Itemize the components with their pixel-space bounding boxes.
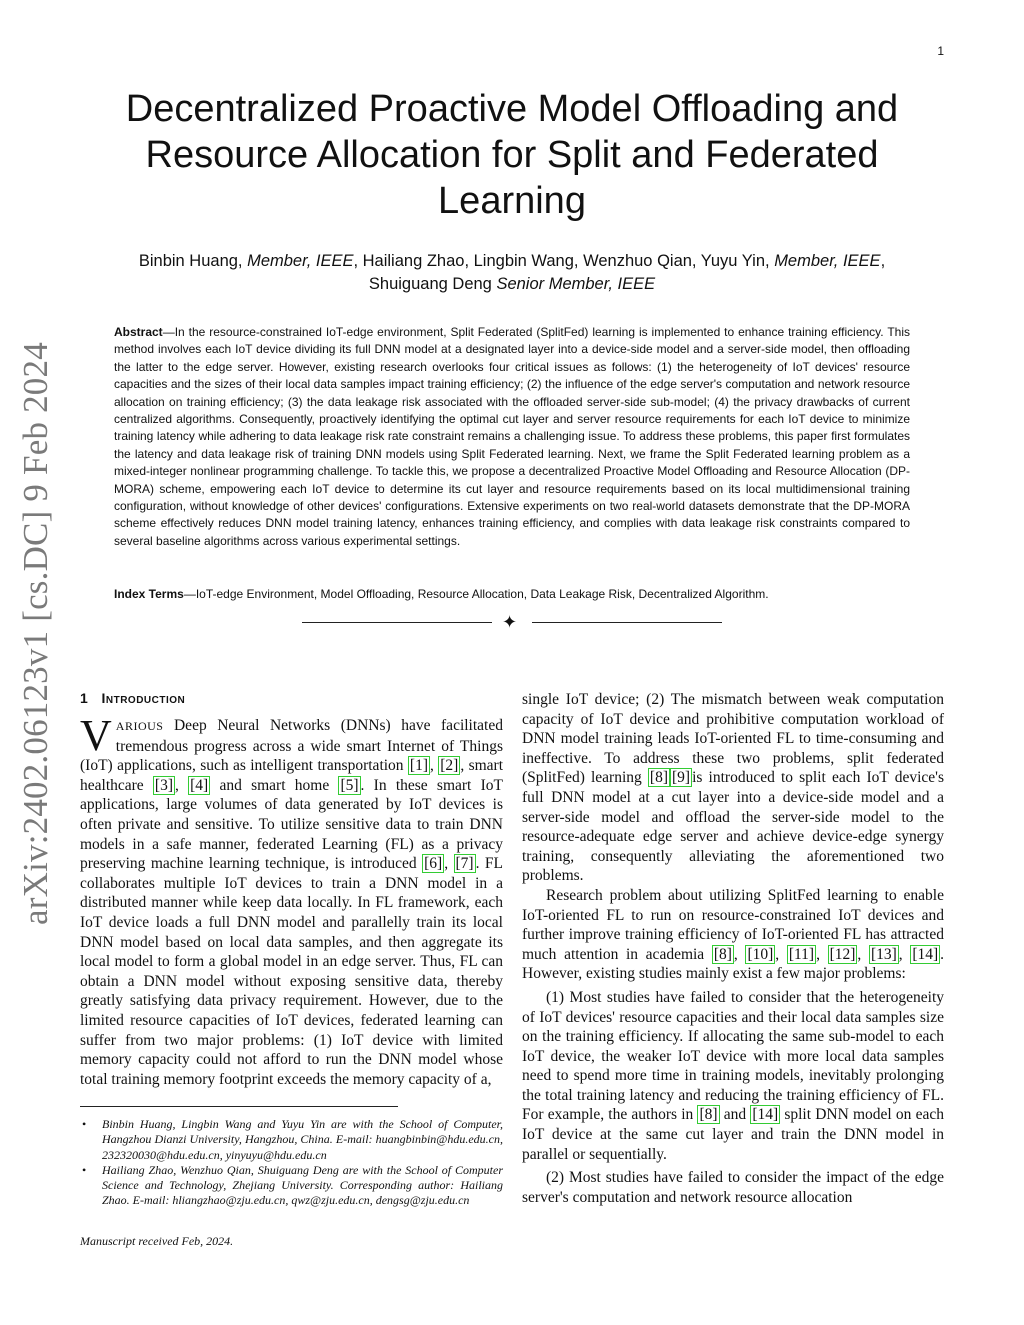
page-number: 1: [937, 44, 944, 58]
bullet-icon: •: [82, 1162, 87, 1177]
author-text: ,: [880, 252, 886, 270]
paragraph-text: and smart home: [210, 776, 339, 794]
paragraph-text: Research problem about utilizing SplitFed learning to enable IoT-oriented FL to run on resource-constrained IoT devices and further improve training efficiency of IoT-oriented FL has attracted much attention in academia: [522, 886, 944, 963]
paragraph-text: (2) Most studies have failed to consider the impact of the edge server's computation and network resource allocation: [522, 1169, 944, 1206]
intro-paragraph-1-continued: [522, 690, 944, 886]
intro-paragraph-2: [522, 886, 944, 984]
citation-link[interactable]: [8]: [713, 945, 732, 963]
paragraph-text: ,: [733, 945, 746, 963]
citation-link[interactable]: [2]: [440, 757, 459, 775]
citation-link[interactable]: [4]: [190, 776, 209, 794]
abstract-text: —In the resource-constrained IoT-edge environment, Split Federated (SplitFed) learning is implemented to enhance training efficiency. This method involves each IoT device dividing its full DNN model at a designated layer into a device-side model and a server-side model, then offloading the latter to the edge server. However, existing research overlooks four critical issues as follows: (1) the heterogeneity of IoT devices' resource capacities and the sizes of their local data samples impact training efficiency; (2) the influence of the edge server's computation and network resource allocation on training efficiency; (3) the data leakage risk associated with the offloaded server-side sub-model; (4) the privacy drawbacks of current centralized algorithms. Consequently, proactively identifying the optimal cut layer and server resource requirements for each IoT device to minimize training latency while adhering to data leakage risk rate constraint remains a challenging issue. To address these problems, this paper first formulates the latency and data leakage risk of training DNN models using Split Federated learning. Next, we frame the Split Federated learning problem as a mixed-integer nonlinear programming challenge. To tackle this, we propose a decentralized Proactive Model Offloading and Resource Allocation (DP-MORA) scheme, empowering each IoT device to determine its cut layer and resource requirements based on its local multidimensional training configuration, without knowledge of other devices' configurations. Extensive experiments on two real-world datasets demonstrate that the DP-MORA scheme effectively reduces DNN model training latency, enhances training efficiency, and complies with data leakage risk constraints compared to several baseline algorithms across various experimental settings.: [114, 325, 910, 548]
footnote-item: [80, 1117, 503, 1163]
citation-link[interactable]: [12]: [829, 945, 856, 963]
paragraph-text: single IoT device; (2) The mismatch between weak computation capacity of IoT device and prohibitive computation workload of DNN model training leads IoT-oriented FL to time-consuming and ineffective. To address these two problems, split federated (SplitFed) learning: [522, 691, 944, 787]
author-list: [80, 250, 944, 296]
paragraph-text: (1) Most studies have failed to consider that the heterogeneity of IoT devices' resource capacities and their local data samples size on the training efficiency. If allocating the same sub-model to each IoT device, the weaker IoT device with more local data samples need to spend more time in training models, inevitably prolonging the total training latency and reducing the training efficiency of FL. For example, the authors in: [522, 988, 944, 1124]
paragraph-text: . In these smart IoT applications, large volumes of data generated by IoT devices is often private and sensitive. To utilize sensitive data to train DNN models in a safe manner, federated Learning (FL) as a privacy preserving machine learning technique, is introduced: [80, 776, 503, 873]
paragraph-text: . FL collaborates multiple IoT devices to train a DNN model in a distributed manner while keep data locally. In FL framework, each IoT device loads a full DNN model and parallelly train its local DNN model based on local data samples, and then aggregate its local model to form a global model in an edge server. Thus, FL can obtain a DNN model without exposing sensitive data, thereby greatly satisfying data privacy requirement. However, due to the limited resource capacities of IoT devices, federated learning can suffer from two major problems: (1) IoT device with limited memory capacity could not afford to run the DNN model whose total training memory footprint exceeds the memory capacity of a: [80, 855, 503, 1088]
footnote-rule: [80, 1106, 398, 1107]
citation-link[interactable]: [10]: [747, 945, 774, 963]
smallcaps-text: ARIOUS: [115, 719, 164, 733]
paragraph-text: , smart healthcare: [80, 757, 504, 794]
paragraph-text: ,: [816, 945, 828, 963]
footnote-text: Binbin Huang, Lingbin Wang and Yuyu Yin are with the School of Computer, Hangzhou Dianzi University, Hangzhou, China. E-mail: huangbinbin@hdu.edu.cn, 232320030@hdu.edu.cn, yinyuyu@hdu.edu.cn: [102, 1117, 503, 1162]
right-column: [522, 690, 944, 1207]
paragraph-text: split DNN model on each IoT device at the same cut layer and train the DNN model in parallel or sequentially.: [522, 1106, 944, 1163]
title-line: Learning: [438, 180, 586, 222]
bullet-icon: •: [82, 1117, 87, 1131]
index-terms-text: —IoT-edge Environment, Model Offloading, Resource Allocation, Data Leakage Risk, Decentralized Algorithm.: [183, 587, 769, 601]
title-line: Decentralized Proactive Model Offloading and: [125, 88, 899, 130]
paragraph-text: and: [719, 1106, 751, 1124]
left-column: [80, 688, 503, 1089]
author-affiliation: Senior Member, IEEE: [496, 275, 656, 293]
citation-link[interactable]: [8]: [699, 1106, 718, 1124]
paper-title: [80, 86, 944, 224]
intro-paragraph-3: [522, 988, 944, 1164]
author-affiliation: Member, IEEE: [247, 252, 354, 270]
citation-link[interactable]: [3]: [154, 776, 173, 794]
author-text: Binbin Huang,: [138, 252, 248, 270]
author-affiliation: Member, IEEE: [774, 252, 881, 270]
citation-link[interactable]: [1]: [409, 757, 428, 775]
section-heading-introduction: [80, 688, 503, 708]
author-text: , Hailiang Zhao, Lingbin Wang, Wenzhuo Qian, Yuyu Yin,: [353, 252, 775, 270]
citation-link[interactable]: [5]: [340, 776, 359, 794]
paragraph-text: is introduced to split each IoT device's full DNN model at a cut layer into a device-side model and a server-side model and offload the server-side model to the resource-adequate edge server and achieve device-edge synergy training, consequently alleviating the aforementioned two problems.: [522, 769, 945, 885]
paragraph-text: ,: [898, 945, 911, 963]
paragraph-text: ,: [775, 945, 787, 963]
footnote-text: Hailiang Zhao, Wenzhuo Qian, Shuiguang Deng are with the School of Computer Science and Technology, Zhejiang University. Corresponding author: Hailiang Zhao. E-mail: hliangzhao@zju.edu.cn, qwz@zju.edu.cn, dengsg@zju.edu.cn: [102, 1162, 503, 1208]
author-line: [80, 250, 944, 273]
divider-diamond-icon: ✦: [502, 612, 518, 632]
citation-link[interactable]: [6]: [424, 855, 443, 873]
citation-link[interactable]: [14]: [912, 945, 939, 963]
index-terms-label: Index Terms: [114, 587, 184, 601]
paragraph-text: Deep Neural Networks (DNNs) have facilitated tremendous progress across a wide smart Internet of Things (IoT) applications, such as intelligent transportation: [80, 717, 503, 775]
divider-line: [532, 622, 722, 623]
abstract-label: Abstract: [114, 325, 163, 339]
paragraph-text: ,: [487, 1070, 492, 1088]
intro-paragraph-4: [522, 1168, 944, 1207]
citation-link[interactable]: [9]: [672, 769, 691, 787]
section-title: Introduction: [101, 690, 186, 706]
intro-paragraph-1: [80, 711, 504, 1089]
dropcap-letter: V: [80, 711, 112, 760]
paragraph-text: ,: [430, 757, 439, 775]
citation-link[interactable]: [7]: [455, 855, 474, 873]
title-line: Resource Allocation for Split and Federated: [145, 134, 879, 176]
section-divider: [302, 612, 722, 632]
index-terms: [114, 586, 910, 603]
divider-line: [302, 622, 492, 623]
section-number: 1: [80, 690, 89, 706]
paragraph-text: ,: [444, 855, 454, 873]
citation-link[interactable]: [14]: [752, 1106, 779, 1124]
abstract: [114, 324, 910, 550]
citation-link[interactable]: [11]: [788, 945, 815, 963]
citation-link[interactable]: [13]: [870, 945, 897, 963]
citation-link[interactable]: [8]: [649, 769, 668, 787]
author-line: [80, 273, 944, 296]
author-text: Shuiguang Deng: [368, 275, 497, 293]
footnote-item: [80, 1163, 503, 1209]
manuscript-note: Manuscript received Feb, 2024.: [80, 1234, 234, 1248]
arxiv-identifier-stamp[interactable]: arXiv:2402.06123v1 [cs.DC] 9 Feb 2024: [16, 342, 55, 925]
paragraph-text: ,: [175, 776, 189, 794]
footnotes: [80, 1117, 503, 1209]
paragraph-text: . However, existing studies mainly exist a few major problems:: [522, 945, 945, 983]
paragraph-text: ,: [857, 945, 869, 963]
